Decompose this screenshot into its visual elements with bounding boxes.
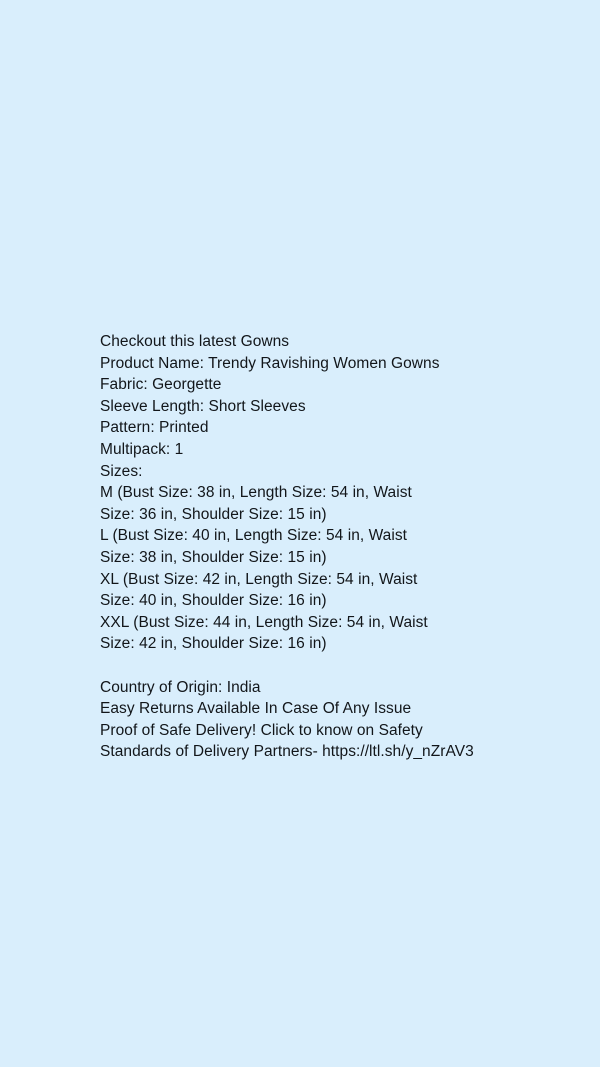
paragraph-spacer — [100, 655, 520, 677]
description-line: Size: 36 in, Shoulder Size: 15 in) — [100, 505, 327, 523]
description-line: Proof of Safe Delivery! Click to know on Safety — [100, 721, 423, 739]
description-line: Size: 40 in, Shoulder Size: 16 in) — [100, 592, 327, 610]
description-line: Sizes: — [100, 462, 143, 480]
description-line: Checkout this latest Gowns — [100, 333, 290, 350]
description-line: XL (Bust Size: 42 in, Length Size: 54 in, Waist — [100, 570, 418, 588]
description-line: XXL (Bust Size: 44 in, Length Size: 54 in, Waist — [100, 613, 428, 631]
description-line: M (Bust Size: 38 in, Length Size: 54 in, Waist — [100, 484, 412, 502]
description-text-block — [100, 331, 520, 763]
description-line: Size: 38 in, Shoulder Size: 15 in) — [100, 548, 327, 566]
description-line: Fabric: Georgette — [100, 376, 222, 394]
description-line: Pattern: Printed — [100, 419, 209, 437]
description-line: Sleeve Length: Short Sleeves — [100, 397, 306, 415]
description-line: Country of Origin: India — [100, 678, 261, 696]
description-line: Multipack: 1 — [100, 440, 184, 458]
description-line: Product Name: Trendy Ravishing Women Gowns — [100, 354, 440, 372]
description-line: L (Bust Size: 40 in, Length Size: 54 in, Waist — [100, 527, 408, 545]
description-line: Size: 42 in, Shoulder Size: 16 in) — [100, 635, 327, 653]
delivery-standards-link-line[interactable]: Standards of Delivery Partners- https://ltl.sh/y_nZrAV3 — [100, 743, 474, 761]
description-line: Easy Returns Available In Case Of Any Issue — [100, 700, 412, 718]
